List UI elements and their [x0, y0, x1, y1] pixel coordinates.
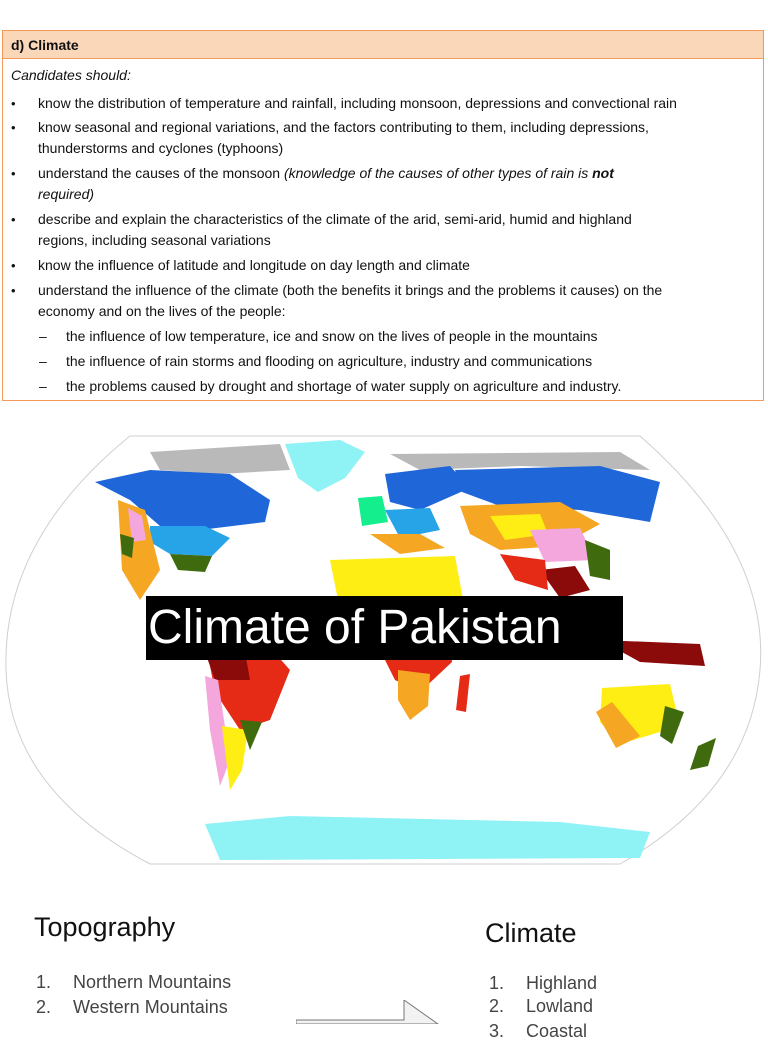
climate-heading: Climate [485, 918, 577, 948]
topography-heading: Topography [34, 912, 176, 942]
syllabus-box: d) Climate Candidates should: • know the distribution of temperature and rainfall, including monsoon, depressions and convectional rain • know seasonal and regional variations, and the factors contributing to them, including depressions, thunderstorms and cyclones (typhoons) • understand the causes of the monsoon (knowledge of the causes of other types of rain is not required) • describe and explain the characteristics of the climate of the arid, semi-arid, humid and highland regions, including seasonal variations • know the influence of latitude and longitude on day length and climate • understand the influence of the climate (both the benefits it brings and the problems it causes) on the economy and on the lives of the people: – the influence of low temperature, ice and snow on the lives of people in the mountains – the influence of rain storms and flooding on agriculture, industry and communications – the problems caused by drought and shortage of water supply on agriculture and industry. [2, 30, 764, 401]
candidates-intro: Candidates should: [11, 67, 131, 83]
map-title: Climate of Pakistan [146, 596, 623, 660]
right-arrow-icon [296, 1000, 446, 1024]
syllabus-heading: d) Climate [3, 31, 763, 59]
